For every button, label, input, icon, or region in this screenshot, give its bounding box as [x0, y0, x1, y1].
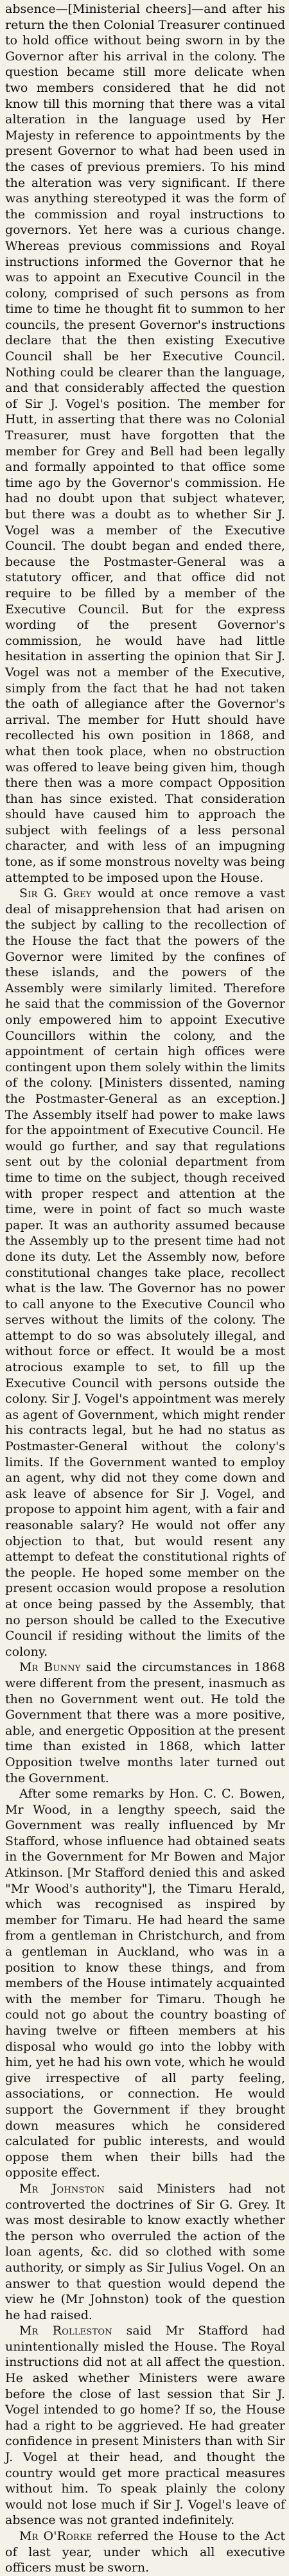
speaker-name: Mr Bunny [19, 1660, 81, 1675]
paragraph-text: said the circumstances in 1868 were different from the present, inasmuch as then no Government went out. He told the Government that there was a more positive, able, and energetic Opposition at the present time than existed in 1868, which latter Opposition twelve months later turned out the Government. [5, 1660, 285, 1785]
article-paragraph [5, 1660, 285, 1786]
article-paragraph [5, 2528, 285, 2576]
paragraph-text: absence—[Ministerial cheers]—and after his return the then Colonial Treasurer continued to hold office without being sworn in by the Governor after his arrival in the colony. The question became still more delicate when two members considered that he did not know till this morning that there was a vital alteration in the language used by Her Majesty in reference to appointments by the present Governor to what had been used in the cases of previous premiers. To his mind the alteration was very significant. If there was anything stereotyped it was the form of the commission and royal instructions to governors. Yet here was a curious change. Whereas previous commissions and Royal instructions informed the Governor that he was to appoint an Executive Council in the colony, comprised of such persons as from time to time he thought fit to summon to her councils, the present Governor's instructions declare that the then existing Executive Council shall be her Executive Council. Nothing could be clearer than the language, and that considerably affected the question of Sir J. Vogel's position. The member for Hutt, in asserting that there was no Colonial Treasurer, must have forgotten that the member for Grey and Bell had been legally and formally appointed to that office some time ago by the Governor's commission. He had no doubt upon that subject whatever, but there was a doubt as to whether Sir J. Vogel was a member of the Executive Council. The doubt began and ended there, because the Postmaster-General was a statutory officer, and that office did not require to be filled by a member of the Executive Council. But for the express wording of the present Governor's commission, he would have had little hesitation in asserting the opinion that Sir J. Vogel was not a member of the Executive, simply from the fact that he had not taken the oath of allegiance after the Governor's arrival. The member for Hutt should have recollected his own position in 1868, and what then took place, when no obstruction was offered to leave being given him, though there then was a more compact Opposition than has since existed. That consideration should have caused him to approach the subject with feelings of a less personal character, and with less of an impugning tone, as if some monstrous novelty was being attempted to be imposed upon the House. [5, 2, 285, 885]
paragraph-text: would at once remove a vast deal of misapprehension that had arisen on the subject by calling to the recollection of the House the fact that the powers of the Governor were limited by the confines of these islands, and the powers of the Assembly were similarly limited. Therefore he said that the commission of the Governor only empowered him to appoint Executive Councillors within the colony, and the appointment of certain high offices were contingent upon them solely within the limits of the colony. [Ministers dissented, naming the Postmaster-General as an exception.] The Assembly itself had power to make laws for the appointment of Executive Council. He would go further, and say that regulations sent out by the colonial department from time to time on the subject, though received with proper respect and attention at the time, were in point of fact so much waste paper. It was an authority assumed because the Assembly up to the present time had not done its duty. Let the Assembly now, before constitutional changes take place, recollect what is the law. The Governor has no power to call anyone to the Executive Council who serves without the limits of the colony. The attempt to do so was absolutely illegal, and without force or effect. It would be a most atrocious example to set, to fill up the Executive Council with persons outside the colony. Sir J. Vogel's appointment was merely as agent of Government, which might render his contracts legal, but he had no status as Postmaster-General without the colony's limits. If the Government wanted to employ an agent, why did not they come down and ask leave of absence for Sir J. Vogel, and propose to appoint him agent, with a fair and reasonable salary? He would not offer any objection to that, but would resent any attempt to defeat the constitutional rights of the people. He hoped some member on the present occasion would propose a resolution at once being passed by the Assembly, that no person should be called to the Executive Council if residing without the limits of the colony. [5, 886, 285, 1659]
article-paragraph [5, 1786, 285, 2181]
paragraph-text: After some remarks by Hon. C. C. Bowen, Mr Wood, in a lengthy speech, said the Government was really influenced by Mr Stafford, whose influence had obtained seats in the Government for Mr Bowen and Major Atkinson. [Mr Stafford denied this and asked "Mr Wood's authority"], the Timaru Herald, which was recognised as inspired by member for Timaru. He had heard the same from a gentleman in Christchurch, and from a gentleman in Auckland, who was in a position to know these things, and from members of the House intimately acquainted with the member for Timaru. Though he could not go about the country boasting of having twelve or fifteen members at his disposal who would go into the lobby with him, yet he had his own vote, which he would give irrespective of all party feeling, associations, or connection. He would support the Government if they brought down measures which he considered calculated for public interests, and would oppose them when their bills had the opposite effect. [5, 1787, 285, 2180]
article-paragraph [5, 1, 285, 886]
article-paragraph [5, 886, 285, 1660]
paragraph-text: said Ministers had not controverted the doctrines of Sir G. Grey. It was most desirable to know exactly whether the person who overruled the action of the loan agents, &c. did so clothed with some authority, or simply as Sir Julius Vogel. On an answer to that question would depend the view he (Mr Johnston) took of the question he had raised. [5, 2181, 286, 2322]
article-paragraph [5, 2323, 285, 2528]
article-paragraph [5, 2181, 285, 2323]
speaker-name: Sir G. Grey [19, 886, 92, 901]
speaker-name: Mr Rolleston [19, 2324, 112, 2338]
speaker-name: Mr Johnston [19, 2181, 105, 2196]
speaker-name: Mr O'Rorke [19, 2529, 92, 2543]
paragraph-text: referred the House to the Act of last year, under which all executive officers must be sworn. [5, 2529, 285, 2575]
paragraph-text: said Mr Stafford had unintentionally misled the House. The Royal instructions did not at all affect the question. He asked whether Ministers were aware before the close of last session that Sir J. Vogel intended to go home? If so, the House had a right to be aggrieved. He had greater confidence in present Ministers than with Sir J. Vogel at their head, and thought the country would get more practical measures without him. To speak plainly the colony would not lose much if Sir J. Vogel's leave of absence was not granted indefinitely. [5, 2324, 285, 2528]
